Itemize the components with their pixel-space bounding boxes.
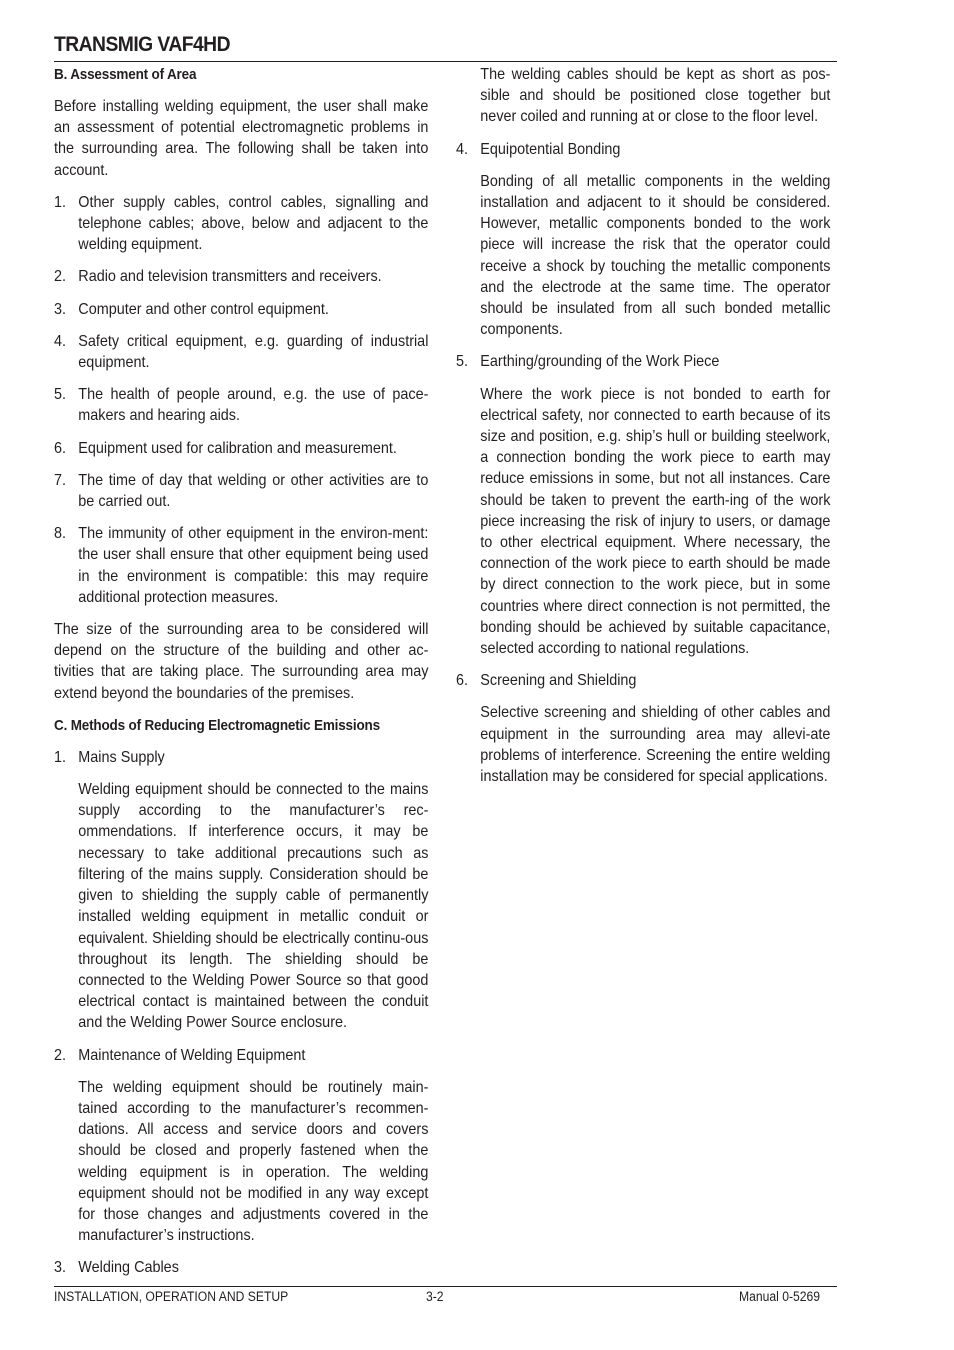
list-text: Equipment used for calibration and measurement. bbox=[78, 439, 397, 457]
footer-section-label: INSTALLATION, OPERATION AND SETUP bbox=[54, 1289, 289, 1304]
list-item bbox=[456, 351, 830, 372]
list-number: 4. bbox=[54, 332, 67, 350]
list-item bbox=[54, 470, 428, 512]
list-title: Maintenance of Welding Equipment bbox=[78, 1046, 306, 1064]
welding-cables-body: The welding cables should be kept as short as pos-sible and should be positioned close together but never coiled and running at or close to the floor level. bbox=[480, 66, 831, 126]
footer-rule bbox=[54, 1286, 837, 1287]
list-text: The time of day that welding or other activities are to be carried out. bbox=[78, 471, 429, 511]
list-item bbox=[54, 1257, 428, 1278]
section-b-closing: The size of the surrounding area to be considered will depend on the structure of the building and other ac-tivities that are taking place. The surrounding area may extend beyond the boundaries of the premises. bbox=[54, 621, 429, 702]
list-body: Selective screening and shielding of other cables and equipment in the surrounding area may allevi-ate problems of interference. Screening the entire welding installation may be considered for special applications. bbox=[480, 704, 831, 786]
list-number: 1. bbox=[54, 748, 67, 766]
list-text: The immunity of other equipment in the environ-ment: the user shall ensure that other equipment being used in the environment is compatible: this may require additional protection measures. bbox=[78, 525, 429, 606]
list-item bbox=[54, 384, 428, 426]
list-title: Welding Cables bbox=[78, 1259, 179, 1277]
list-item bbox=[456, 670, 830, 691]
methods-list-continued bbox=[456, 139, 830, 788]
header-rule bbox=[54, 61, 837, 62]
list-item bbox=[54, 1045, 428, 1066]
list-number: 6. bbox=[456, 672, 469, 690]
left-column bbox=[54, 64, 429, 1290]
list-number: 8. bbox=[54, 525, 67, 543]
list-item bbox=[54, 192, 428, 256]
list-number: 5. bbox=[54, 386, 67, 404]
list-number: 4. bbox=[456, 140, 469, 158]
assessment-list bbox=[54, 192, 428, 608]
methods-list bbox=[54, 747, 428, 1279]
list-text: Computer and other control equipment. bbox=[78, 300, 329, 318]
list-item bbox=[456, 139, 830, 160]
list-number: 1. bbox=[54, 193, 67, 211]
list-number: 3. bbox=[54, 300, 67, 318]
list-number: 2. bbox=[54, 1046, 67, 1064]
list-number: 5. bbox=[456, 353, 469, 371]
list-number: 3. bbox=[54, 1259, 67, 1277]
page-title: TRANSMIG VAF4HD bbox=[54, 33, 230, 56]
page-number: 3-2 bbox=[426, 1289, 444, 1304]
list-title: Mains Supply bbox=[78, 748, 165, 766]
list-body: Bonding of all metallic components in the welding installation and adjacent to it should be considered. However, metallic components bonded to the work piece will increase the risk that the operator could receive a shock by touching the metallic components and the electrode at the same time. The operator should be insulated from all such bonded metallic components. bbox=[480, 172, 831, 339]
section-b-intro: Before installing welding equipment, the user shall make an assessment of potential electromagnetic problems in the surrounding area. The following shall be taken into account. bbox=[54, 98, 429, 179]
list-text: The health of people around, e.g. the use of pace-makers and hearing aids. bbox=[78, 386, 429, 425]
list-title: Earthing/grounding of the Work Piece bbox=[480, 353, 720, 371]
list-body: The welding equipment should be routinely main-tained according to the manufacturer’s recommen-dations. All access and service doors and covers should be closed and properly fastened when the welding equipment is in operation. The welding equipment should not be modified in any way except for those changes and adjustments covered in the manufacturer’s instructions. bbox=[78, 1078, 429, 1245]
list-item bbox=[54, 438, 428, 459]
list-item bbox=[54, 523, 428, 608]
list-item bbox=[54, 747, 428, 768]
list-text: Safety critical equipment, e.g. guarding of industrial equipment. bbox=[78, 332, 429, 372]
list-body: Welding equipment should be connected to the mains supply according to the manufacturer’s rec-ommendations. If interference occurs, it may be necessary to take additional precautions such as filtering of the mains supply. Consideration should be given to shielding the supply cable of permanently installed welding equipment in metallic conduit or equivalent. Shielding should be electrically continu-ous throughout its length. The shielding should be connected to the Welding Power Source so that good electrical contact is maintained between the conduit and the Welding Power Source enclosure. bbox=[78, 781, 429, 1032]
list-number: 6. bbox=[54, 439, 67, 457]
list-item bbox=[54, 299, 428, 320]
list-text: Radio and television transmitters and receivers. bbox=[78, 268, 382, 286]
list-body: Where the work piece is not bonded to earth for electrical safety, nor connected to earth because of its size and position, e.g. ship’s hull or building steelwork, a connection bonding the work piece to earth may reduce emissions in some, but not all instances. Care should be taken to prevent the earth-ing of the work piece increasing the risk of injury to users, or damage to other electrical equipment. Where necessary, the connection of the work piece to earth should be made by direct connection to the work piece, but in some countries where direct connection is not permitted, the bonding should be achieved by suitable capacitance, selected according to national regulations. bbox=[480, 385, 831, 658]
section-c-heading: C. Methods of Reducing Electromagnetic Emissions bbox=[54, 716, 380, 734]
section-b-heading: B. Assessment of Area bbox=[54, 66, 197, 83]
list-number: 2. bbox=[54, 268, 67, 286]
list-title: Equipotential Bonding bbox=[480, 140, 621, 158]
list-number: 7. bbox=[54, 471, 67, 489]
manual-number: Manual 0-5269 bbox=[739, 1289, 821, 1304]
list-item bbox=[54, 266, 428, 287]
right-column bbox=[456, 64, 831, 798]
list-text: Other supply cables, control cables, signalling and telephone cables; above, below and adjacent to the welding equipment. bbox=[78, 193, 429, 254]
list-item bbox=[54, 331, 428, 373]
list-title: Screening and Shielding bbox=[480, 672, 637, 690]
